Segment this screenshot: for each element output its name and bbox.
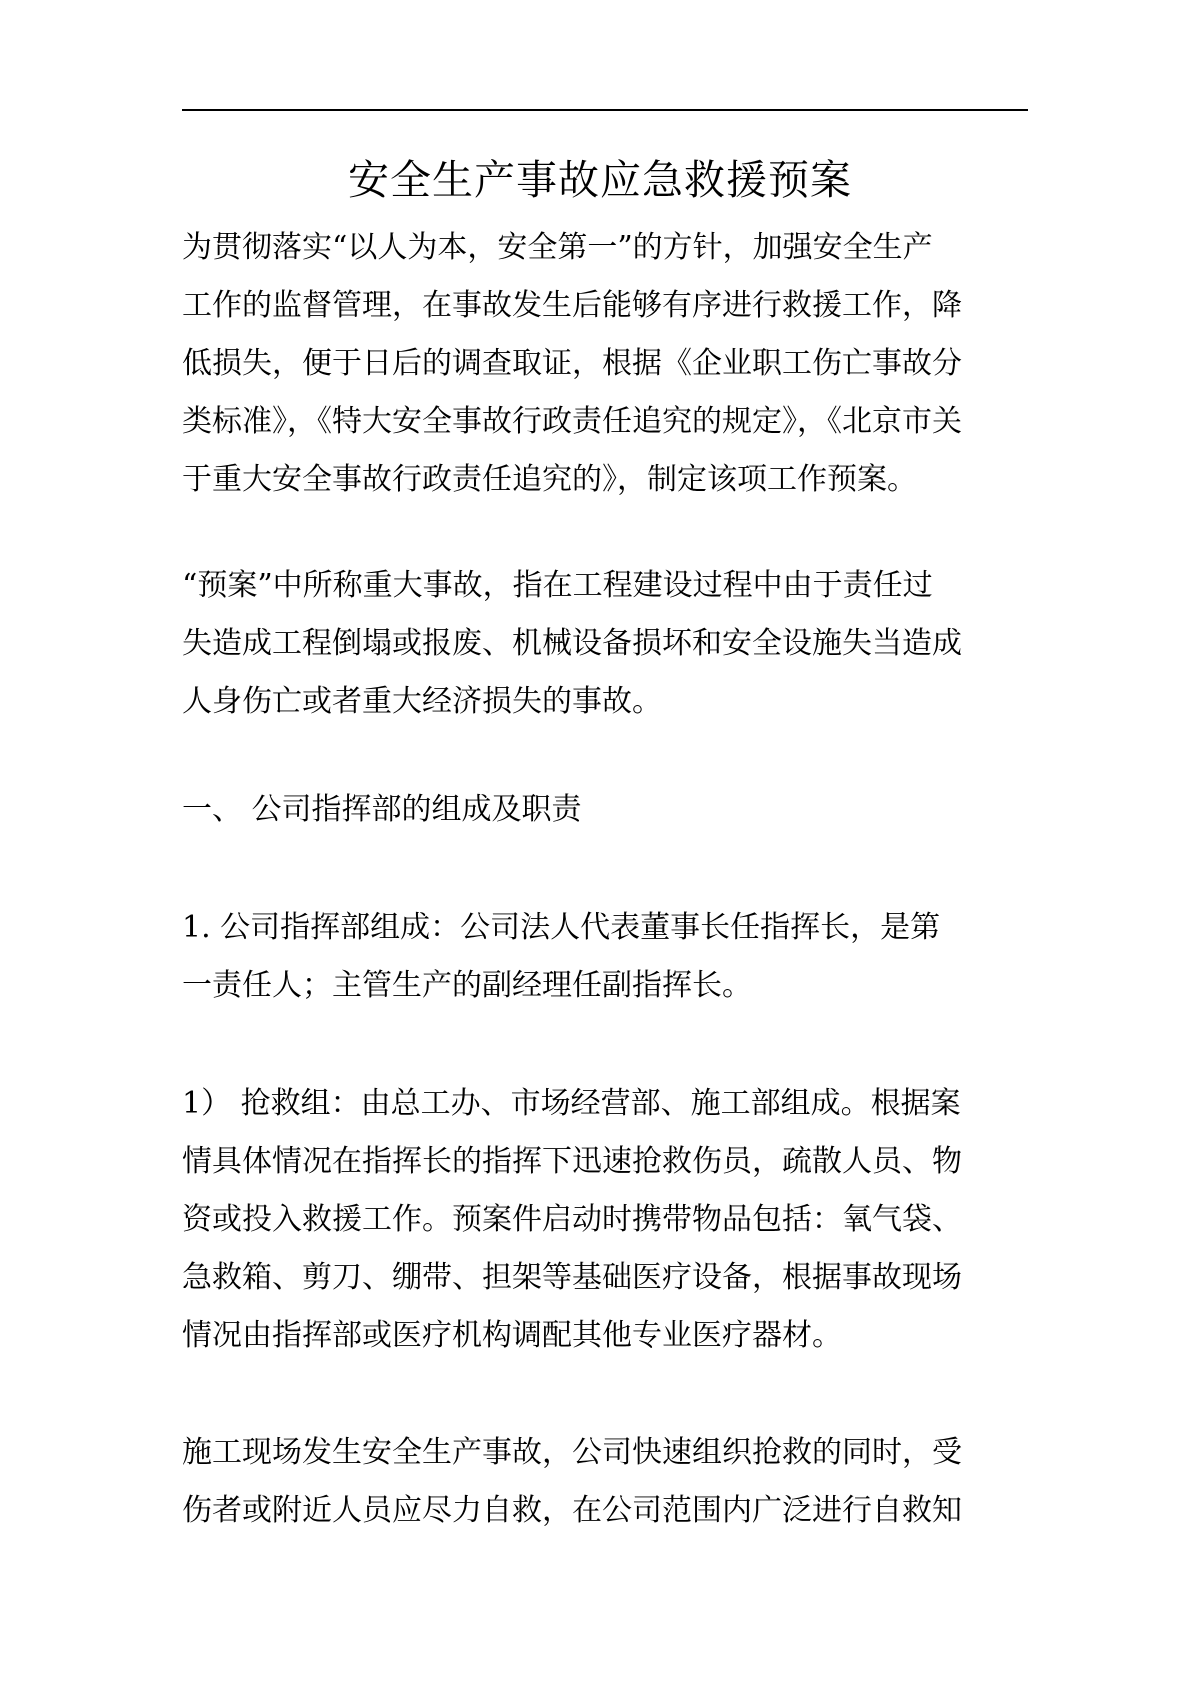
text-line: 情具体情况在指挥长的指挥下迅速抢救伤员，疏散人员、物 <box>182 1144 962 1179</box>
text-line: 为贯彻落实“以人为本，安全第一”的方针，加强安全生产 <box>182 230 933 265</box>
paragraph-definition <box>182 557 1032 731</box>
text-line: 失造成工程倒塌或报废、机械设备损坏和安全设施失当造成 <box>182 626 962 661</box>
text-line: 1） 抢救组：由总工办、市场经营部、施工部组成。根据案 <box>182 1086 961 1121</box>
paragraph-intro <box>182 219 1032 509</box>
text-line: 施工现场发生安全生产事故，公司快速组织抢救的同时，受 <box>182 1435 962 1470</box>
text-line: 工作的监督管理，在事故发生后能够有序进行救援工作，降 <box>182 288 962 323</box>
document-title: 安全生产事故应急救援预案 <box>348 156 852 204</box>
text-line: 低损失，便于日后的调查取证，根据《企业职工伤亡事故分 <box>182 346 962 381</box>
text-line: “预案”中所称重大事故，指在工程建设过程中由于责任过 <box>182 568 933 603</box>
paragraph-rescue-group <box>182 1075 1032 1365</box>
text-line: 1. 公司指挥部组成：公司法人代表董事长任指挥长，是第 <box>182 910 941 945</box>
text-line: 资或投入救援工作。预案件启动时携带物品包括：氧气袋、 <box>182 1202 962 1237</box>
text-line: 急救箱、剪刀、绷带、担架等基础医疗设备，根据事故现场 <box>182 1260 962 1295</box>
paragraph-item-1 <box>182 899 1032 1015</box>
text-line: 情况由指挥部或医疗机构调配其他专业医疗器材。 <box>182 1318 842 1353</box>
text-line: 于重大安全事故行政责任追究的》，制定该项工作预案。 <box>182 462 917 497</box>
text-line: 类标准》，《特大安全事故行政责任追究的规定》，《北京市关 <box>182 404 962 439</box>
text-line: 一责任人；主管生产的副经理任副指挥长。 <box>182 968 752 1003</box>
section-heading-text: 一、 公司指挥部的组成及职责 <box>182 792 582 827</box>
section-heading <box>182 781 1032 839</box>
text-line: 人身伤亡或者重大经济损失的事故。 <box>182 684 662 719</box>
text-line: 伤者或附近人员应尽力自救，在公司范围内广泛进行自救知 <box>182 1493 962 1528</box>
paragraph-site-accident <box>182 1424 1032 1540</box>
header-rule <box>182 109 1028 111</box>
